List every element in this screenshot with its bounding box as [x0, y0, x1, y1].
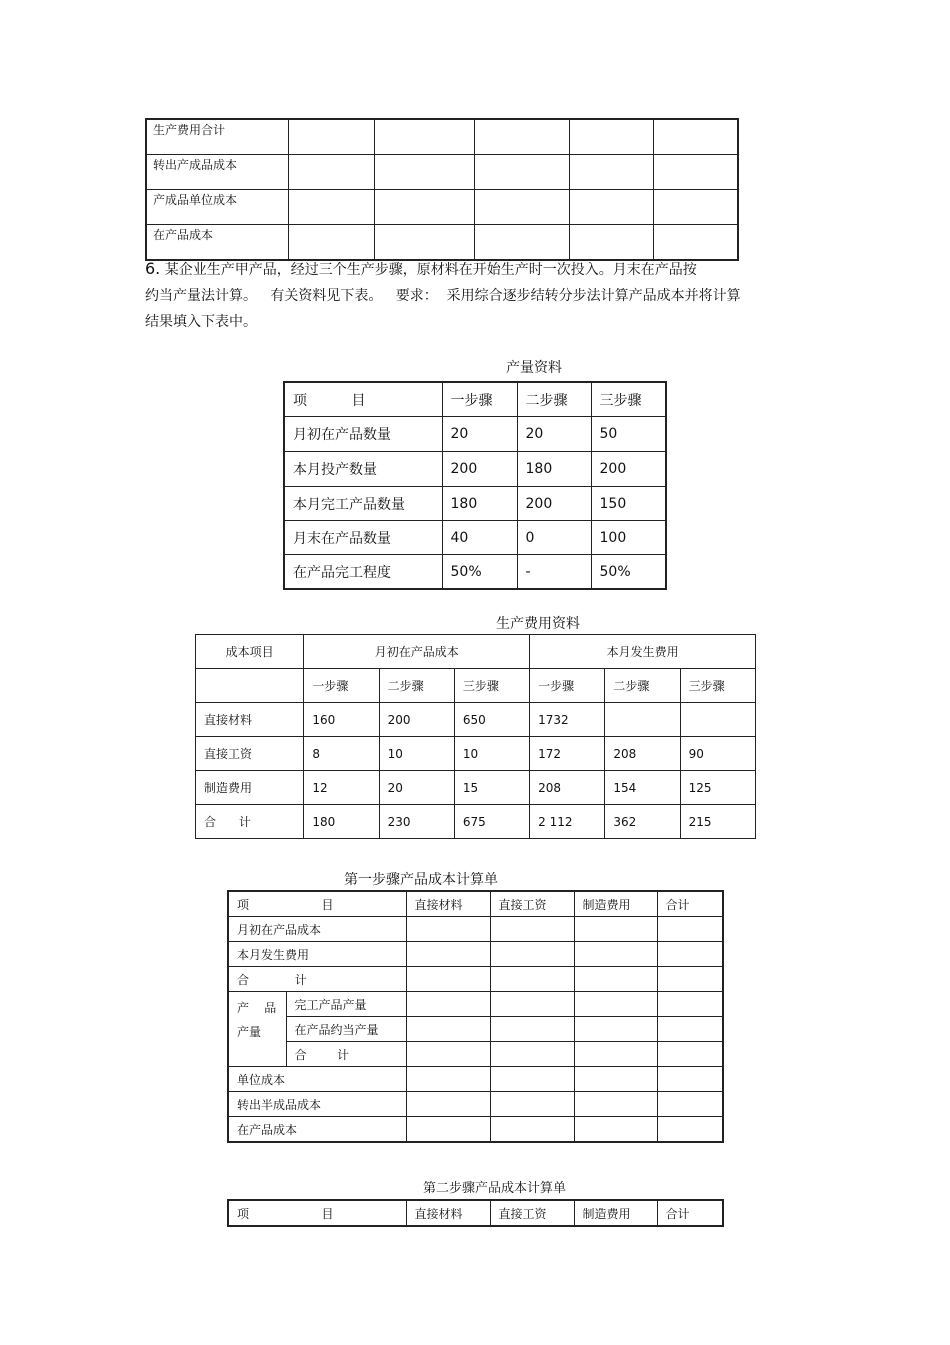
table-row: 本月完工产品数量 180 200 150 — [284, 487, 666, 521]
step2-cost-sheet — [227, 1199, 724, 1227]
table-row — [146, 190, 738, 225]
table-row: 合 计 — [228, 1042, 723, 1067]
row-label: 在产品成本 — [146, 225, 288, 261]
step2-table-title: 第二步骤产品成本计算单 — [423, 1181, 567, 1196]
table-header: 项 目 一步骤 二步骤 三步骤 — [284, 382, 666, 417]
table-row: 本月投产数量 200 180 200 — [284, 452, 666, 487]
table-row: 月初在产品成本 — [228, 917, 723, 942]
table-header: 成本项目 月初在产品成本 本月发生费用 — [196, 635, 756, 669]
table-row: 直接工资 8 10 10 172 208 90 — [196, 737, 756, 771]
table-row: 制造费用 12 20 15 208 154 125 — [196, 771, 756, 805]
table-row: 转出半成品成本 — [228, 1092, 723, 1117]
table-header: 项 目 直接材料 直接工资 制造费用 合计 — [228, 891, 723, 917]
table-row — [146, 155, 738, 190]
table-header: 项 目 直接材料 直接工资 制造费用 合计 — [228, 1200, 723, 1226]
table-row — [146, 225, 738, 261]
table-row: 直接材料 160 200 650 1732 — [196, 703, 756, 737]
cost-table — [195, 634, 756, 839]
table-row: 月末在产品数量 40 0 100 — [284, 521, 666, 555]
output-table-title: 产量资料 — [506, 360, 562, 376]
top-cost-table — [145, 118, 739, 261]
step1-cost-sheet — [227, 890, 724, 1143]
table-row: 合 计 180 230 675 2 112 362 215 — [196, 805, 756, 839]
problem-number: 6. — [145, 259, 161, 278]
output-group-label: 产 品 产量 — [228, 992, 286, 1067]
table-row: 单位成本 — [228, 1067, 723, 1092]
table-row: 月初在产品数量 20 20 50 — [284, 417, 666, 452]
cost-table-title: 生产费用资料 — [496, 616, 580, 632]
problem-line-2: 约当产量法计算。 有关资料见下表。 要求： 采用综合逐步结转分步法计算产品成本并将计算 — [145, 288, 741, 304]
problem-line-1: 6. 某企业生产甲产品，经过三个生产步骤，原材料在开始生产时一次投入。月末在产品按 — [145, 259, 697, 278]
row-label: 转出产成品成本 — [146, 155, 288, 190]
output-table — [283, 381, 667, 590]
row-label: 生产费用合计 — [146, 119, 288, 155]
table-row: 合 计 — [228, 967, 723, 992]
step1-table-title: 第一步骤产品成本计算单 — [344, 872, 498, 888]
table-row: 在产品约当产量 — [228, 1017, 723, 1042]
table-row: 在产品成本 — [228, 1117, 723, 1143]
table-row: 在产品完工程度 50% - 50% — [284, 555, 666, 590]
table-row — [146, 119, 738, 155]
table-row: 本月发生费用 — [228, 942, 723, 967]
row-label: 产成品单位成本 — [146, 190, 288, 225]
problem-text — [145, 256, 805, 335]
table-row: 产 品 产量 完工产品产量 — [228, 992, 723, 1017]
table-subheader: 一步骤 二步骤 三步骤 一步骤 二步骤 三步骤 — [196, 669, 756, 703]
problem-line-3: 结果填入下表中。 — [145, 314, 257, 330]
